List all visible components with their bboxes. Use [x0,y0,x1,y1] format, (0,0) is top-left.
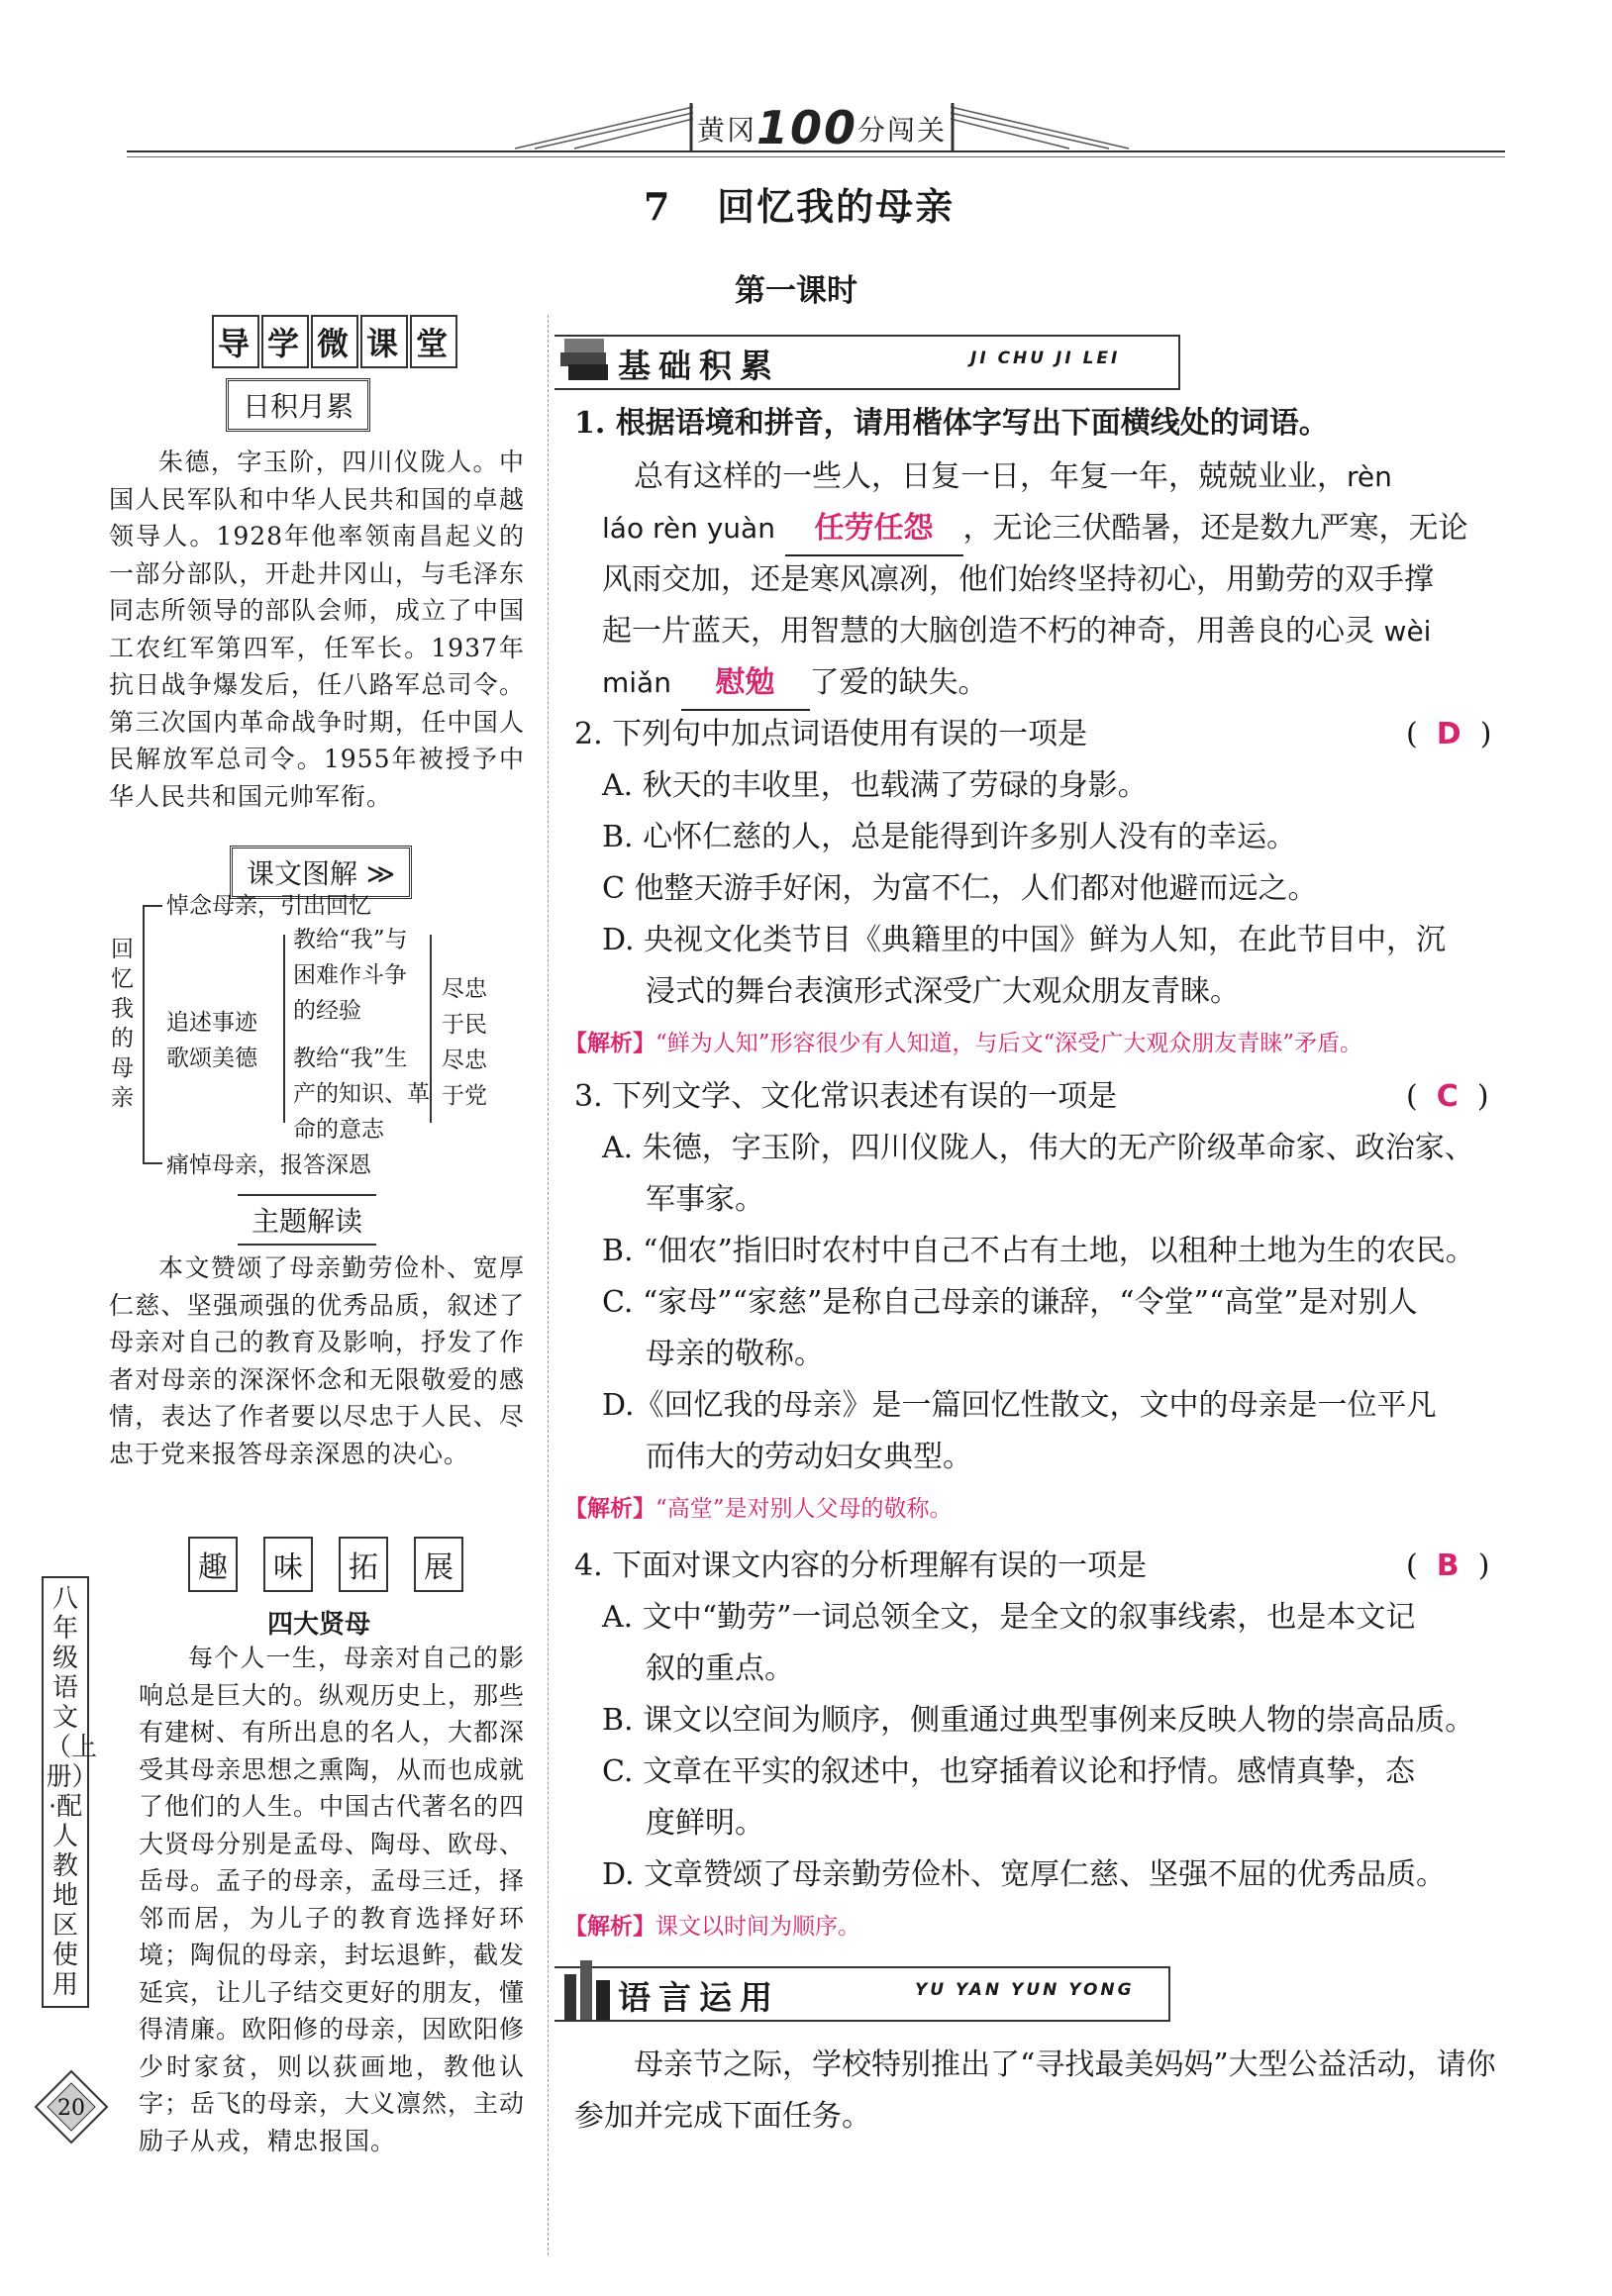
q2-stem: 2. 下列句中加点词语使用有误的一项是 [574,717,1088,751]
q3-stem: 3. 下列文学、文化常识表述有误的一项是 [574,1079,1118,1114]
q3-option-d2: 而伟大的劳动妇女典型。 [646,1440,972,1474]
q2-option-d1: D. 央视文化类节目《典籍里的中国》鲜为人知，在此节目中，沉 [602,923,1447,957]
quwei-text: 每个人一生，母亲对自己的影响总是巨大的。纵观历史上，那些有建树、有所出息的名人，大都深受其母亲思想之熏陶，从而也成就了他们的人生。中国古代著名的四大贤母分别是孟母、陶母、欧母、岳母。孟子的母亲，孟母三迁，择邻而居，为儿子的教育选择好环境；陶侃的母亲，封坛退鲊，截发延宾，让儿子结交更好的朋友，懂得清廉。欧阳修的母亲，因欧阳修少时家贫，则以荻画地，教他认字；岳飞的母亲，大义凛然，主动励子从戎，精忠报国。 [139,1644,526,2155]
diagram-bracket-right [430,935,432,1123]
q2-option-b: B. 心怀仁慈的人，总是能得到许多别人没有的幸运。 [602,820,1297,854]
q1-line1: 总有这样的一些人，日复一日，年复一年，兢兢业业，rèn [634,459,1392,494]
q5-line2: 参加并完成下面任务。 [574,2099,871,2134]
q4-stem: 4. 下面对课文内容的分析理解有误的一项是 [574,1548,1148,1583]
q4-answer-box: ( B ) [1406,1548,1490,1583]
q3-option-c2: 母亲的敬称。 [646,1337,824,1371]
q4-option-d: D. 文章赞颂了母亲勤劳俭朴、宽厚仁慈、坚强不屈的优秀品质。 [602,1857,1447,1892]
diagram-tick [143,905,162,907]
q3-answer: C [1436,1079,1459,1114]
q2-option-a: A. 秋天的丰收里，也载满了劳碌的身影。 [602,768,1148,803]
bridge-decoration-right [951,99,1129,150]
page-number-badge [34,2069,109,2145]
q3-option-a1: A. 朱德，字玉阶，四川仪陇人，伟大的无产阶级革命家、政治家、 [602,1131,1474,1165]
zhuti-text: 本文赞颂了母亲勤劳俭朴、宽厚仁慈、坚强顽强的优秀品质，叙述了母亲对自己的教育及影响，抒发了作者对母亲的深深怀念和无限敬爱的感情，表达了作者要以尽忠于人民、尽忠于党来报答母亲深恩的决心。 [109,1253,525,1468]
diagram-node-6a: 尽忠 [442,976,487,1002]
q3-option-c1: C. “家母”“家慈”是称自己母亲的谦辞，“令堂”“高堂”是对别人 [602,1285,1418,1320]
q1-line5: miǎn 慰勉 了爱的缺失。 [602,657,988,711]
q3-analysis: 【解析】“高堂”是对别人父母的敬称。 [564,1496,953,1522]
sidebar-title-guide: 导 学 微 课 堂 [212,315,459,368]
diagram-node-6b: 于民 [442,1012,487,1038]
riji-text: 朱德，字玉阶，四川仪陇人。中国人民军队和中华人民共和国的卓越领导人。1928年他率领南昌起义的一部分部队，开赴井冈山，与毛泽东同志所领导的部队会师，成立了中国工农红军第四军，任军长。1937年抗日战争爆发后，任八路军总司令。第三次国内革命战争时期，任中国人民解放军总司令。1955年被授予中华人民共和国元帅军衔。 [109,448,525,811]
lesson-title: 7 回忆我的母亲 [644,184,956,229]
diagram-node-3: 歌颂美德 [166,1046,257,1071]
diagram-node-5a: 教给“我”生 [293,1046,408,1071]
q4-answer: B [1436,1548,1460,1583]
section-title-yuyan: 语言运用 [618,1978,780,2017]
city-icon [560,1950,616,2024]
q4-option-c1: C. 文章在平实的叙述中，也穿插着议论和抒情。感情真挚，态 [602,1754,1415,1789]
diagram-tick [143,1162,162,1164]
header-rule [127,150,1505,152]
q3-answer-box: ( C ) [1406,1079,1489,1114]
header-brand: 黄冈100分闯关 [696,101,948,154]
lesson-session: 第一课时 [735,273,857,309]
books-icon [556,309,614,388]
q4-option-a1: A. 文中“勤劳”一词总领全文，是全文的叙事线索，也是本文记 [602,1600,1416,1635]
zhuti-heading: 主题解读 [238,1194,376,1246]
q2-option-d2: 浸式的舞台表演形式深受广大观众朋友青睐。 [646,974,1240,1009]
diagram-node-4a: 教给“我”与 [293,927,408,952]
q2-option-c: C 他整天游手好闲，为富不仁，人们都对他避而远之。 [602,871,1318,906]
diagram-node-7: 痛悼母亲，报答深恩 [166,1152,371,1178]
quwei-title: 四大贤母 [267,1610,371,1640]
bridge-decoration-left [515,99,693,150]
q1-answer-1[interactable]: 任劳任怨 [785,503,963,556]
q2-answer-box: ( D ) [1406,717,1492,751]
q1-answer-2[interactable]: 慰勉 [681,657,810,711]
diagram-node-1: 悼念母亲，引出回忆 [166,893,371,919]
q1-line3: 风雨交加，还是寒风凛冽，他们始终坚持初心，用勤劳的双手撑 [602,562,1434,597]
q1-stem: 1. 根据语境和拼音，请用楷体字写出下面横线处的词语。 [574,406,1329,441]
page-number: 20 [57,2096,85,2121]
q2-analysis: 【解析】“鲜为人知”形容很少有人知道，与后文“深受广大观众朋友青睐”矛盾。 [564,1031,1363,1056]
riji-heading: 日积月累 [226,378,370,432]
q4-option-a2: 叙的重点。 [646,1651,794,1686]
diagram-node-5b: 产的知识、革 [293,1081,430,1107]
q4-option-c2: 度鲜明。 [646,1806,764,1841]
section-pinyin-yuyan: YU YAN YUN YONG [915,1980,1135,2000]
diagram-node-4c: 的经验 [293,998,361,1024]
q2-answer: D [1436,717,1461,751]
q3-option-d1: D.《回忆我的母亲》是一篇回忆性散文，文中的母亲是一位平凡 [602,1388,1437,1423]
diagram-node-2: 追述事迹 [166,1010,257,1036]
section-title-jichu: 基础积累 [618,347,780,385]
diagram-bracket [283,935,285,1123]
q4-analysis: 【解析】课文以时间为顺序。 [564,1914,860,1940]
q1-line2: láo rèn yuàn 任劳任怨 ，无论三伏酷暑，还是数九严寒，无论 [602,503,1468,556]
tujie-heading: 课文图解 ≫ [230,846,412,899]
quwei-heading: 趣 味 拓 展 [188,1537,489,1592]
structure-diagram [111,895,525,1182]
q3-option-b: B. “佃农”指旧时农村中自己不占有土地，以租种土地为生的农民。 [602,1234,1475,1268]
q5-line1: 母亲节之际，学校特别推出了“寻找最美妈妈”大型公益活动，请你 [634,2047,1496,2082]
column-divider [548,315,549,2255]
book-vertical-label: 八年级语文（上册）·配人教地区使用 [42,1576,89,2008]
diagram-node-5c: 命的意志 [293,1117,384,1143]
q1-line4: 起一片蓝天，用智慧的大脑创造不朽的神奇，用善良的心灵 wèi [602,614,1432,649]
diagram-node-4b: 困难作斗争 [293,962,407,988]
section-pinyin-jichu: JI CHU JI LEI [970,349,1121,368]
diagram-bracket [143,905,145,1162]
diagram-root: 回忆我的母亲 [111,937,134,1111]
header-rule-thin [127,156,1505,157]
q3-option-a2: 军事家。 [646,1182,764,1217]
diagram-node-6d: 于党 [442,1083,487,1109]
q4-option-b: B. 课文以空间为顺序，侧重通过典型事例来反映人物的崇高品质。 [602,1703,1475,1738]
diagram-node-6c: 尽忠 [442,1048,487,1073]
